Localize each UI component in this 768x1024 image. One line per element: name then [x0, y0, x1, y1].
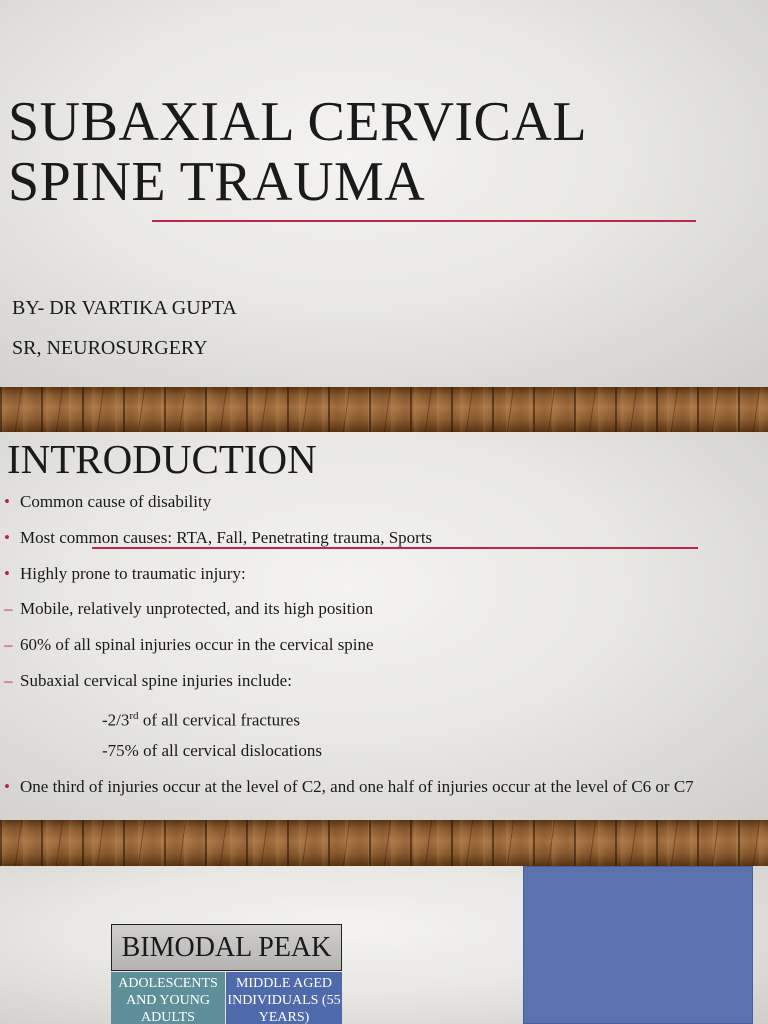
slide-title: [8, 92, 728, 212]
dash-mark: –: [4, 671, 13, 690]
blue-image-panel: [523, 866, 753, 1024]
list-item-text: [102, 705, 300, 732]
list-item-text: -75% of all cervical dislocations: [102, 741, 322, 760]
list-item-text: Most common causes: RTA, Fall, Penetrating trauma, Sports: [20, 528, 433, 547]
introduction-slide: [0, 432, 768, 820]
introduction-heading: INTRODUCTION: [7, 436, 317, 482]
fraction-text: -2/3: [102, 710, 130, 730]
slide-title-line-1: SUBAXIAL CERVICAL: [8, 91, 588, 153]
list-item-text: Highly prone to traumatic injury:: [20, 564, 246, 583]
list-item-text: Mobile, relatively unprotected, and its high position: [20, 599, 374, 618]
bullet-mark: •: [4, 492, 10, 511]
superscript-rd: rd: [129, 710, 139, 722]
list-item-text: 60% of all spinal injuries occur in the cervical spine: [20, 635, 374, 654]
wood-floor-divider: [0, 820, 768, 866]
cell-adolescents: ADOLESCENTS AND YOUNG ADULTS: [111, 972, 225, 1024]
bullet-mark: •: [4, 528, 10, 547]
bullet-mark: •: [4, 564, 10, 583]
slide-title-line-2: SPINE TRAUMA: [8, 151, 426, 213]
fraction-rest: of all cervical fractures: [142, 710, 300, 730]
list-item-text: Common cause of disability: [20, 492, 212, 511]
dash-mark: –: [4, 599, 13, 618]
title-slide: [0, 0, 768, 387]
author-designation: SR, NEUROSURGERY: [12, 337, 208, 359]
bullet-mark: •: [4, 777, 10, 796]
list-item-text: One third of injuries occur at the level of C2, and one half of injuries occur at the level of C6 or C7: [20, 777, 694, 796]
list-item-text: Subaxial cervical spine injuries include:: [20, 671, 292, 690]
bimodal-slide: [0, 866, 768, 1024]
wood-floor-divider: [0, 387, 768, 432]
bimodal-heading: BIMODAL PEAK: [111, 924, 342, 971]
dash-mark: –: [4, 635, 13, 654]
cell-middle-aged: MIDDLE AGED INDIVIDUALS (55 YEARS): [226, 972, 342, 1024]
author-name: BY- DR VARTIKA GUPTA: [12, 297, 237, 319]
list-accent-line: [92, 547, 698, 549]
title-accent-line: [152, 220, 696, 222]
